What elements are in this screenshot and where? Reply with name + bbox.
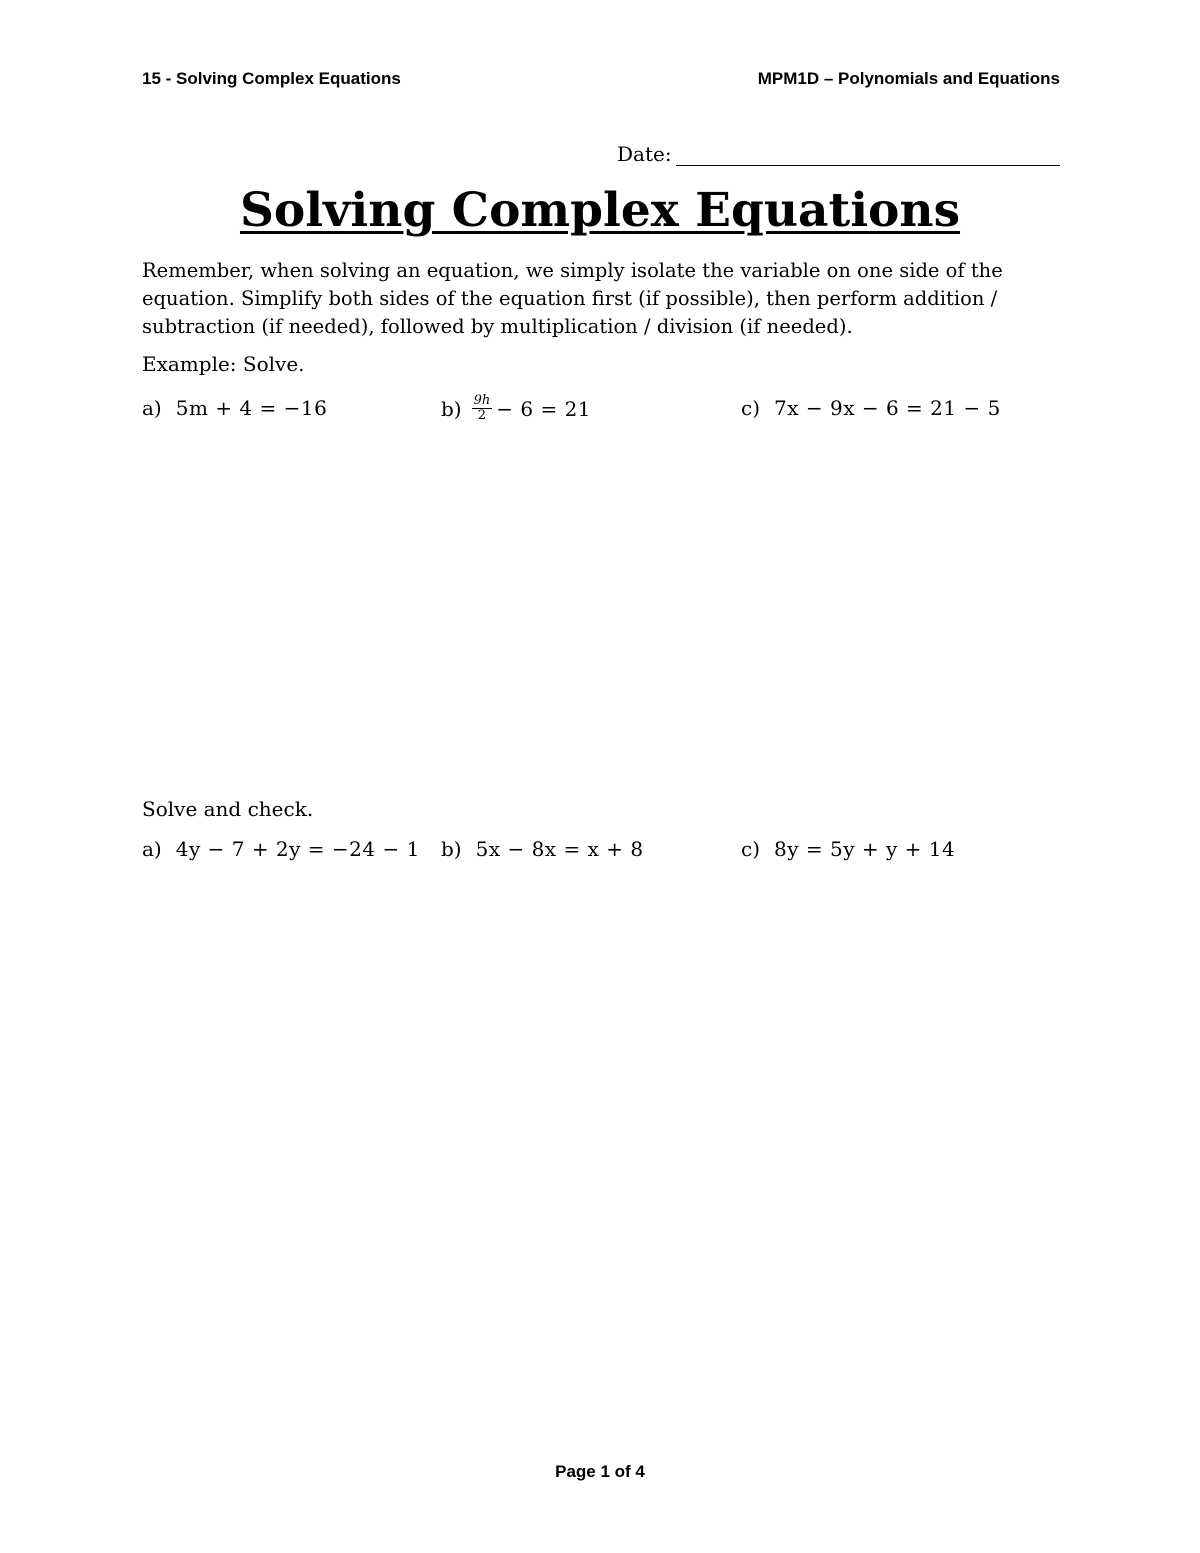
intro-paragraph <box>142 257 1042 341</box>
page-number: Page 1 of 4 <box>555 1462 645 1481</box>
fraction-numerator: 9h <box>473 393 491 408</box>
header-course-title: MPM1D – Polynomials and Equations <box>757 69 1060 88</box>
date-field <box>617 142 1060 170</box>
equation-expression: 5m + 4 = −16 <box>175 396 328 420</box>
page-header <box>142 69 1060 93</box>
example-label: Example: Solve. <box>142 352 305 376</box>
equation-expression: 4y − 7 + 2y = −24 − 1 <box>175 837 420 861</box>
equation-letter: b) <box>441 837 462 861</box>
fraction-denominator: 2 <box>477 408 487 423</box>
intro-line: subtraction (if needed), followed by multiplication / division (if needed). <box>142 315 853 338</box>
example-equations <box>142 393 1062 436</box>
equation-expression: 5x − 8x = x + 8 <box>475 837 644 861</box>
intro-line: equation. Simplify both sides of the equation first (if possible), then perform addition / <box>142 287 998 310</box>
equation-expression: 8y = 5y + y + 14 <box>774 837 956 861</box>
practice-label: Solve and check. <box>142 797 314 821</box>
practice-equations <box>142 837 1062 877</box>
practice-equation-a <box>142 837 420 861</box>
equation-letter: c) <box>741 837 761 861</box>
date-label: Date: <box>617 142 672 166</box>
equation-letter: a) <box>142 837 162 861</box>
example-equation-c <box>741 396 1001 420</box>
equation-expression: 7x − 9x − 6 = 21 − 5 <box>774 396 1001 420</box>
date-blank-line <box>676 165 1060 166</box>
equation-letter: c) <box>741 396 761 420</box>
equation-letter: b) <box>441 397 462 421</box>
practice-equation-c <box>741 837 955 861</box>
page-title: Solving Complex Equations <box>239 183 961 238</box>
example-equation-a <box>142 396 327 420</box>
equation-fraction <box>472 394 493 423</box>
equation-letter: a) <box>142 396 162 420</box>
header-lesson-title: 15 - Solving Complex Equations <box>142 69 401 88</box>
intro-line: Remember, when solving an equation, we simply isolate the variable on one side of the <box>142 259 1003 282</box>
practice-equation-b <box>441 837 644 861</box>
example-equation-b <box>441 393 592 425</box>
equation-expression: − 6 = 21 <box>496 397 592 421</box>
